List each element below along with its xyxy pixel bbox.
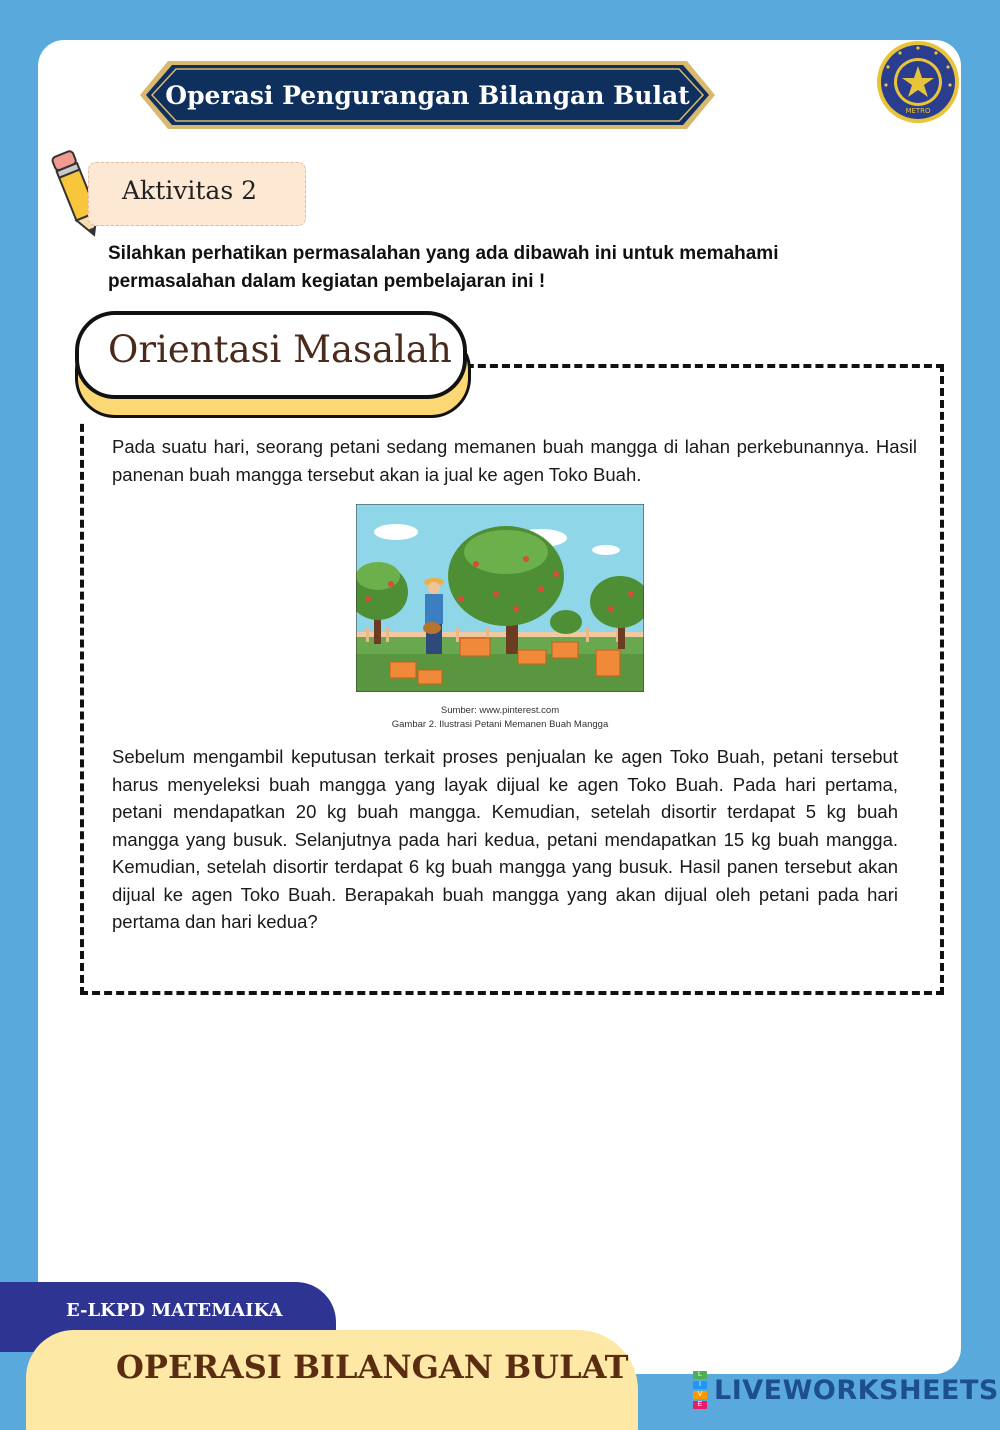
- image-source: Sumber: www.pinterest.com: [440, 705, 560, 716]
- liveworksheets-wordmark: LIVEWORKSHEETS: [714, 1374, 999, 1406]
- footer-subject-label: E-LKPD MATEMAIKA: [66, 1300, 283, 1321]
- logo-label: METRO: [905, 107, 931, 115]
- header-banner: [140, 57, 715, 133]
- university-logo-icon: [876, 40, 960, 124]
- footer-topic-label: OPERASI BILANGAN BULAT: [116, 1348, 629, 1386]
- section-title: Orientasi Masalah: [108, 328, 452, 371]
- activity-label: Aktivitas 2: [122, 176, 257, 205]
- instruction-text: Silahkan perhatikan permasalahan yang ada dibawah ini untuk memahami permasalahan dalam kegiatan pembelajaran ini !: [108, 243, 779, 292]
- problem-paragraph-2: Sebelum mengambil keputusan terkait proses penjualan ke agen Toko Buah, petani tersebut harus menyeleksi buah mangga yang layak dijual ke agen Toko Buah. Pada hari pertama, petani mendapatkan 20 kg buah mangga. Kemudian, setelah disortir terdapat 5 kg buah mangga yang busuk. Selanjutnya pada hari kedua, petani mendapatkan 15 kg buah mangga. Kemudian, setelah disortir terdapat 6 kg buah mangga yang busuk. Hasil panen tersebut akan dijual ke agen Toko Buah. Berapakah buah mangga yang akan dijual oleh petani pada hari pertama dan hari kedua?: [112, 746, 898, 932]
- liveworksheets-brand[interactable]: [693, 1372, 999, 1408]
- page-title: Operasi Pengurangan Bilangan Bulat: [165, 80, 690, 110]
- image-caption: Gambar 2. Ilustrasi Petani Memanen Buah Mangga: [391, 719, 609, 730]
- problem-paragraph-1: Pada suatu hari, seorang petani sedang memanen buah mangga di lahan perkebunannya. Hasil panenan buah mangga tersebut akan ia jual ke agen Toko Buah.: [112, 436, 917, 485]
- liveworksheets-logo-icon: L I V E: [693, 1370, 711, 1410]
- farmer-harvest-illustration: [356, 504, 644, 692]
